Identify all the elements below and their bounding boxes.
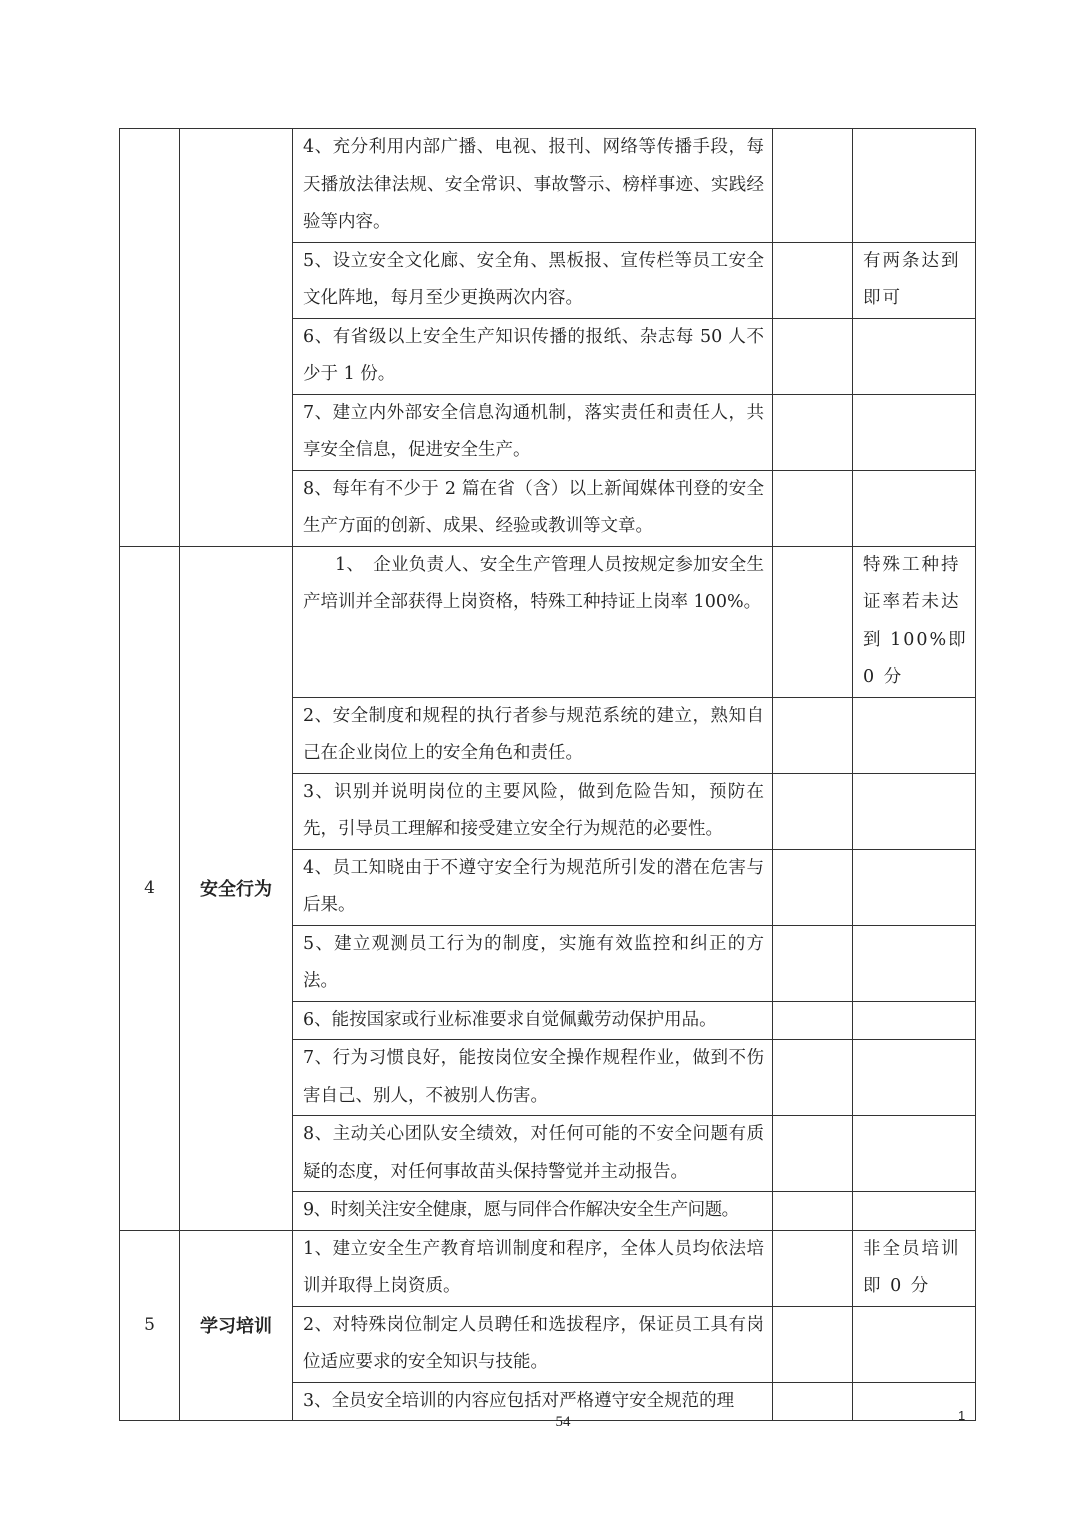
score-cell	[773, 394, 853, 470]
criteria-item: 4、员工知晓由于不遵守安全行为规范所引发的潜在危害与后果。	[293, 849, 773, 925]
table-row	[120, 1230, 976, 1306]
score-cell	[773, 1306, 853, 1382]
remark-cell	[853, 1116, 976, 1192]
score-cell	[773, 1040, 853, 1116]
table-row	[120, 546, 976, 697]
criteria-item: 5、设立安全文化廊、安全角、黑板报、宣传栏等员工安全文化阵地，每月至少更换两次内容。	[293, 242, 773, 318]
criteria-item: 7、建立内外部安全信息沟通机制，落实责任和责任人，共享安全信息，促进安全生产。	[293, 394, 773, 470]
criteria-item: 1、建立安全生产教育培训制度和程序，全体人员均依法培训并取得上岗资质。	[293, 1230, 773, 1306]
score-cell	[773, 849, 853, 925]
table-row	[120, 129, 976, 243]
criteria-item: 6、能按国家或行业标准要求自觉佩戴劳动保护用品。	[293, 1001, 773, 1040]
remark-cell	[853, 1001, 976, 1040]
criteria-item: 3、全员安全培训的内容应包括对严格遵守安全规范的理	[293, 1382, 773, 1421]
criteria-item: 1、 企业负责人、安全生产管理人员按规定参加安全生产培训并全部获得上岗资格，特殊工种持证上岗率 100%。	[293, 546, 773, 697]
criteria-item: 6、有省级以上安全生产知识传播的报纸、杂志每 50 人不少于 1 份。	[293, 318, 773, 394]
remark-cell	[853, 129, 976, 243]
evaluation-table	[119, 128, 976, 1421]
remark-cell	[853, 697, 976, 773]
remark-cell	[853, 1306, 976, 1382]
row-number: 5	[120, 1230, 180, 1421]
page-number: 54	[555, 1414, 571, 1430]
score-cell	[773, 1192, 853, 1231]
remark-cell	[853, 470, 976, 546]
score-cell	[773, 925, 853, 1001]
category-label: 安全行为	[180, 546, 293, 1230]
remark-cell	[853, 849, 976, 925]
category-empty	[180, 129, 293, 547]
score-cell	[773, 242, 853, 318]
score-cell	[773, 1230, 853, 1306]
score-cell	[773, 697, 853, 773]
criteria-item: 4、充分利用内部广播、电视、报刊、网络等传播手段，每天播放法律法规、安全常识、事故警示、榜样事迹、实践经验等内容。	[293, 129, 773, 243]
criteria-item: 2、安全制度和规程的执行者参与规范系统的建立，熟知自己在企业岗位上的安全角色和责任。	[293, 697, 773, 773]
score-cell	[773, 129, 853, 243]
remark-cell	[853, 394, 976, 470]
criteria-item: 9、时刻关注安全健康，愿与同伴合作解决安全生产问题。	[293, 1192, 773, 1231]
remark-cell	[853, 925, 976, 1001]
corner-page-number: 1	[958, 1408, 966, 1423]
score-cell	[773, 773, 853, 849]
remark-cell	[853, 773, 976, 849]
criteria-item: 3、识别并说明岗位的主要风险，做到危险告知，预防在先，引导员工理解和接受建立安全行为规范的必要性。	[293, 773, 773, 849]
criteria-item: 8、主动关心团队安全绩效，对任何可能的不安全问题有质疑的态度，对任何事故苗头保持警觉并主动报告。	[293, 1116, 773, 1192]
score-cell	[773, 546, 853, 697]
score-cell	[773, 1116, 853, 1192]
row-number: 4	[120, 546, 180, 1230]
criteria-item: 5、建立观测员工行为的制度，实施有效监控和纠正的方法。	[293, 925, 773, 1001]
criteria-item: 8、每年有不少于 2 篇在省（含）以上新闻媒体刊登的安全生产方面的创新、成果、经验或教训等文章。	[293, 470, 773, 546]
remark-cell	[853, 1192, 976, 1231]
score-cell	[773, 470, 853, 546]
remark-cell: 有两条达到即可	[853, 242, 976, 318]
remark-cell: 非全员培训即 0 分	[853, 1230, 976, 1306]
remark-cell	[853, 1040, 976, 1116]
remark-cell	[853, 318, 976, 394]
criteria-item: 7、行为习惯良好，能按岗位安全操作规程作业，做到不伤害自己、别人，不被别人伤害。	[293, 1040, 773, 1116]
row-number-empty	[120, 129, 180, 547]
score-cell	[773, 318, 853, 394]
score-cell	[773, 1001, 853, 1040]
remark-cell: 特殊工种持证率若未达到 100%即 0 分	[853, 546, 976, 697]
score-cell	[773, 1382, 853, 1421]
criteria-item: 2、对特殊岗位制定人员聘任和选拔程序，保证员工具有岗位适应要求的安全知识与技能。	[293, 1306, 773, 1382]
category-label: 学习培训	[180, 1230, 293, 1421]
